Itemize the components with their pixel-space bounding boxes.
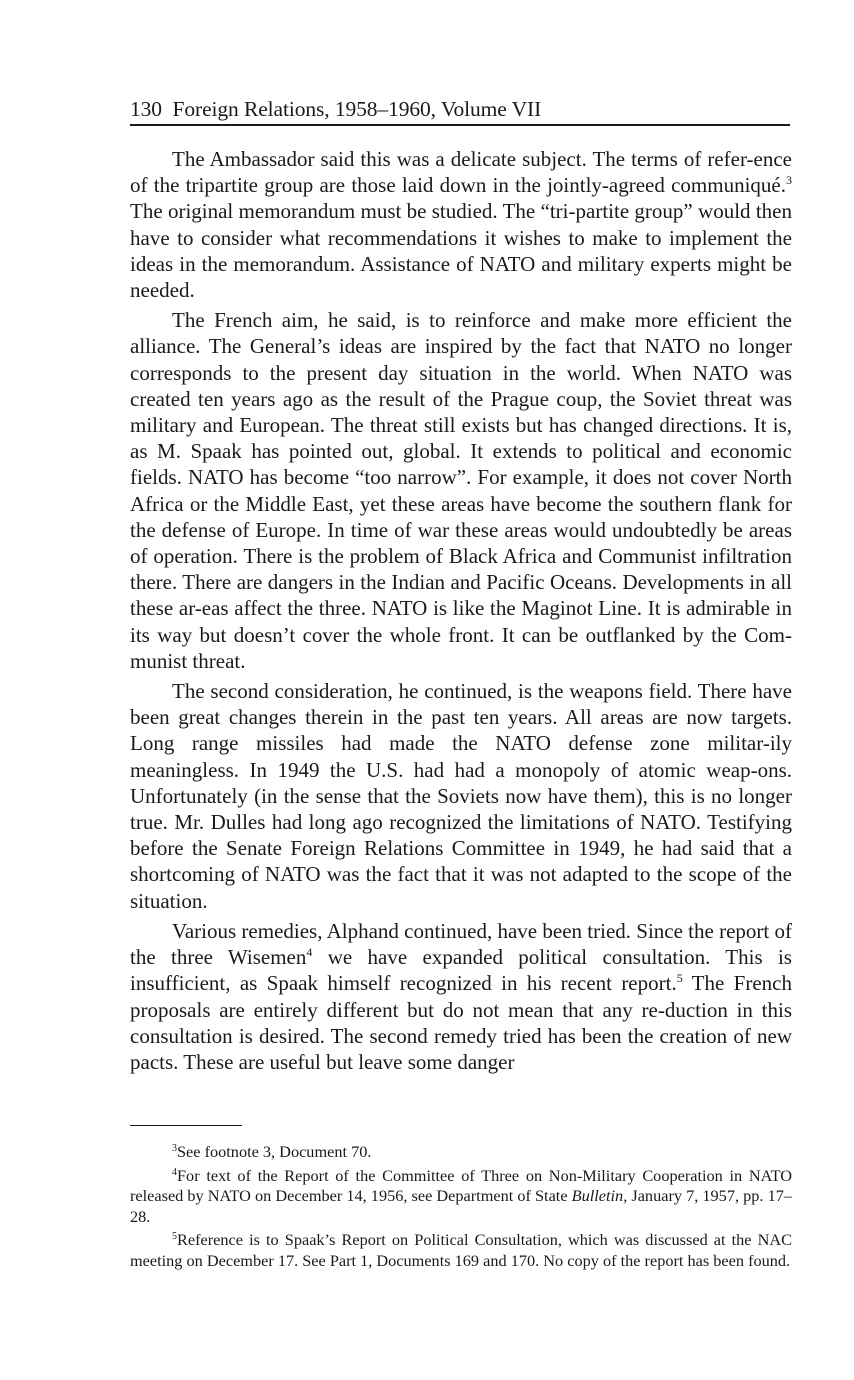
footnote-ref: 4: [306, 945, 313, 960]
header-rule: [130, 124, 790, 126]
paragraph: The second consideration, he continued, is the weapons field. There have been great changes therein in the past ten years. All areas are now targets. Long range missiles had made the NATO defense zone militar-ily meaningless. In 1949 the U.S. had had a monopoly of atomic weap-ons. Unfortunately (in the sense that the Soviets now have them), this is no longer true. Mr. Dulles had long ago recognized the limitations of NATO. Testifying before the Senate Foreign Relations Committee in 1949, he had said that a shortcoming of NATO was the fact that it was not adapted to the scope of the situation.: [130, 679, 792, 913]
footnote-mark: 4: [172, 1166, 177, 1178]
running-header: [130, 96, 790, 122]
page-number: 130: [130, 97, 162, 121]
paragraph: Various remedies, Alphand continued, have been tried. Since the report of the three Wisemen$^4$ we have expanded political consultation. This is insufficient, as Spaak himself recognized in his recent report.$^5$ The French proposals are entirely different but do not mean that any re-duction in this consultation is desired. The second remedy tried has been the creation of new pacts. These are useful but leave some danger: [130, 918, 792, 1074]
footnote: $^4$For text of the Report of the Committee of Three on Non-Military Cooperation in NATO released by NATO on December 14, 1956, see Department of State Bulletin, January 7, 1957, pp. 17–28.: [130, 1165, 792, 1226]
footnotes: [130, 1142, 792, 1274]
running-title: Foreign Relations, 1958–1960, Volume VII: [172, 97, 542, 121]
footnote-mark: 5: [172, 1231, 177, 1242]
footnote-ref: 3: [786, 173, 792, 188]
body-text: [130, 146, 792, 1079]
footnote: $^3$See footnote 3, Document 70.: [172, 1142, 372, 1161]
paragraph: The French aim, he said, is to reinforce and make more efficient the alliance. The General’s ideas are inspired by the fact that NATO no longer corresponds to the present day situation in the world. When NATO was created ten years ago as the result of the Prague coup, the Soviet threat was military and European. The threat still exists but has changed directions. It is, as M. Spaak has pointed out, global. It extends to political and economic fields. NATO has become “too narrow”. For example, it does not cover North Africa or the Middle East, yet these areas have become the southern flank for the defense of Europe. In time of war these areas would undoubtedly be areas of operation. There is the problem of Black Africa and Communist infiltration there. There are dangers in the Indian and Pacific Oceans. Developments in all these ar-eas affect the three. NATO is like the Maginot Line. It is admirable in its way but doesn’t cover the whole front. It can be outflanked by the Com-munist threat.: [130, 308, 792, 673]
footnote-ref: 5: [676, 971, 683, 986]
footnote-mark: 3: [172, 1143, 177, 1154]
paragraph: The Ambassador said this was a delicate subject. The terms of refer-ence of the tripartite group are those laid down in the jointly-agreed communiqué.$^3$ The original memorandum must be studied. The “tri-partite group” would then have to consider what recommendations it wishes to make to implement the ideas in the memorandum. Assistance of NATO and military experts might be needed.: [130, 147, 792, 303]
footnote: $^5$Reference is to Spaak’s Report on Political Consultation, which was discussed at the NAC meeting on December 17. See Part 1, Documents 169 and 170. No copy of the report has been found.: [130, 1230, 792, 1270]
footnote-rule: [130, 1125, 242, 1126]
